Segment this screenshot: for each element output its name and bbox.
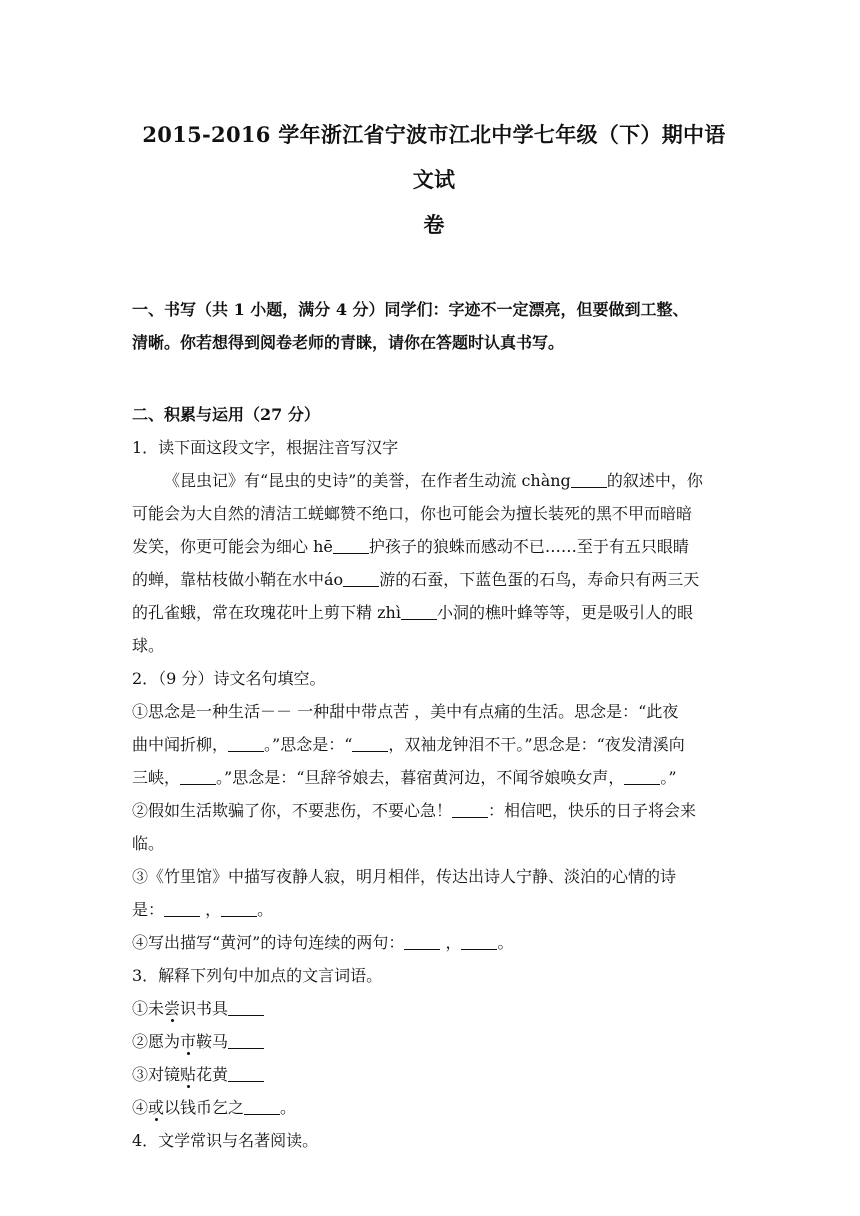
answer-blank[interactable] (461, 933, 497, 950)
q2-line (132, 893, 736, 926)
answer-blank[interactable] (164, 900, 200, 917)
q1-passage (132, 464, 736, 662)
q1-text: 游的石蚕，下蓝色蛋的石鸟，寿命只有两三天 (379, 570, 700, 589)
title-line-1: 2015-2016 学年浙江省宁波市江北中学七年级（下）期中语文试 (142, 122, 726, 192)
answer-blank[interactable] (401, 603, 437, 620)
q3-text: ③对镜 (132, 1065, 181, 1084)
section-writing (132, 293, 736, 359)
answer-blank[interactable] (228, 735, 264, 752)
q3-text: ②愿为 (132, 1032, 181, 1051)
section-accumulation-heading: 二、积累与运用（27 分） (132, 405, 320, 424)
q2-text: 。”思念是：“ (264, 735, 353, 754)
q2-text: ②假如生活欺骗了你，不要悲伤，不要心急！ (132, 801, 453, 820)
answer-blank[interactable] (228, 1032, 264, 1049)
q1-line (132, 464, 736, 497)
answer-blank[interactable] (343, 570, 379, 587)
q2-line (132, 926, 736, 959)
section-writing-line-1: 一、书写（共 1 小题，满分 4 分）同学们：字迹不一定漂亮，但要做到工整、 (132, 300, 689, 319)
q1-prompt: 1．读下面这段文字，根据注音写汉字 (132, 438, 399, 457)
q2-text: ， (440, 933, 462, 952)
q4-prompt: 4．文学常识与名著阅读。 (132, 1131, 319, 1150)
q1-text: 的孔雀蛾，常在玫瑰花叶上剪下精 zhì (132, 603, 401, 622)
page-title (132, 0, 736, 247)
q1-line (132, 563, 736, 596)
q3-item (132, 992, 736, 1025)
q2-text: 。”思念是：“旦辞爷娘去，暮宿黄河边，不闻爷娘唤女声， (216, 768, 625, 787)
answer-blank[interactable] (352, 735, 388, 752)
answer-blank[interactable] (244, 1098, 280, 1115)
q2-text: ④写出描写“黄河”的诗句连续的两句： (132, 933, 405, 952)
dotted-word: 市 (180, 1032, 197, 1051)
q3-text: 识书具 (180, 999, 229, 1018)
q1-text: 发笑，你更可能会为细心 hē (132, 537, 333, 556)
q1-text: 护孩子的狼蛛而感动不已……至于有五只眼睛 (368, 537, 689, 556)
q3-prompt: 3．解释下列句中加点的文言词语。 (132, 966, 383, 985)
q2-text: 曲中闻折柳， (132, 735, 229, 754)
q2-prompt: 2．（9 分）诗文名句填空。 (132, 669, 326, 688)
title-line-2: 卷 (423, 212, 445, 237)
q3-text: ④ (132, 1098, 149, 1117)
q2-text: ，双袖龙钟泪不干。”思念是：“夜发清溪向 (388, 735, 685, 754)
answer-blank[interactable] (221, 900, 257, 917)
answer-blank[interactable] (571, 471, 607, 488)
q1-text: 小洞的樵叶蜂等等，更是吸引人的眼 (436, 603, 693, 622)
answer-blank[interactable] (333, 537, 369, 554)
q1-line: 球。 (132, 636, 165, 655)
q2-text: 。 (497, 933, 514, 952)
q3-text: 鞍马 (196, 1032, 229, 1051)
answer-blank[interactable] (228, 999, 264, 1016)
answer-blank[interactable] (180, 768, 216, 785)
q1-text: 的叙述中，你 (606, 471, 703, 490)
q1-line (132, 530, 736, 563)
q1-line: 可能会为大自然的清洁工蜣螂赞不绝口，你也可能会为擅长装死的黑不甲而暗暗 (132, 504, 693, 523)
q1-text: 的蝉，靠枯枝做小鞘在水中áo (132, 570, 344, 589)
q2-line (132, 761, 736, 794)
dotted-word: 贴 (180, 1065, 197, 1084)
q3-item (132, 1025, 736, 1058)
q3-item (132, 1058, 736, 1091)
q3-text: 花黄 (196, 1065, 229, 1084)
q2-line: ①思念是一种生活－－ 一种甜中带点苦 ，美中有点痛的生活。思念是：“此夜 (132, 702, 679, 721)
answer-blank[interactable] (624, 768, 660, 785)
answer-blank[interactable] (452, 801, 488, 818)
q2-text: ：相信吧，快乐的日子将会来 (488, 801, 697, 820)
q3-text: 。 (280, 1098, 297, 1117)
q2-text: ， (200, 900, 222, 919)
dotted-word: 尝 (164, 999, 181, 1018)
q2-text: 。 (257, 900, 274, 919)
q2-line (132, 794, 736, 827)
q2-line: ③《竹里馆》中描写夜静人寂，明月相伴，传达出诗人宁静、淡泊的心情的诗 (132, 867, 677, 886)
answer-blank[interactable] (404, 933, 440, 950)
q3-item (132, 1091, 736, 1124)
q2-text: 。” (660, 768, 677, 787)
q2-text: 是： (132, 900, 165, 919)
q3-text: ①未 (132, 999, 165, 1018)
dotted-word: 或 (148, 1098, 165, 1117)
q1-line (132, 596, 736, 629)
q3-text: 以钱币乞之 (164, 1098, 245, 1117)
section-writing-line-2: 清晰。你若想得到阅卷老师的青睐，请你在答题时认真书写。 (132, 333, 565, 352)
q2-line (132, 728, 736, 761)
answer-blank[interactable] (228, 1065, 264, 1082)
q1-text: 《昆虫记》有“昆虫的史诗”的美誉，在作者生动流 chàng (164, 471, 571, 490)
q2-line: 临。 (132, 834, 165, 853)
q2-text: 三峡， (132, 768, 181, 787)
